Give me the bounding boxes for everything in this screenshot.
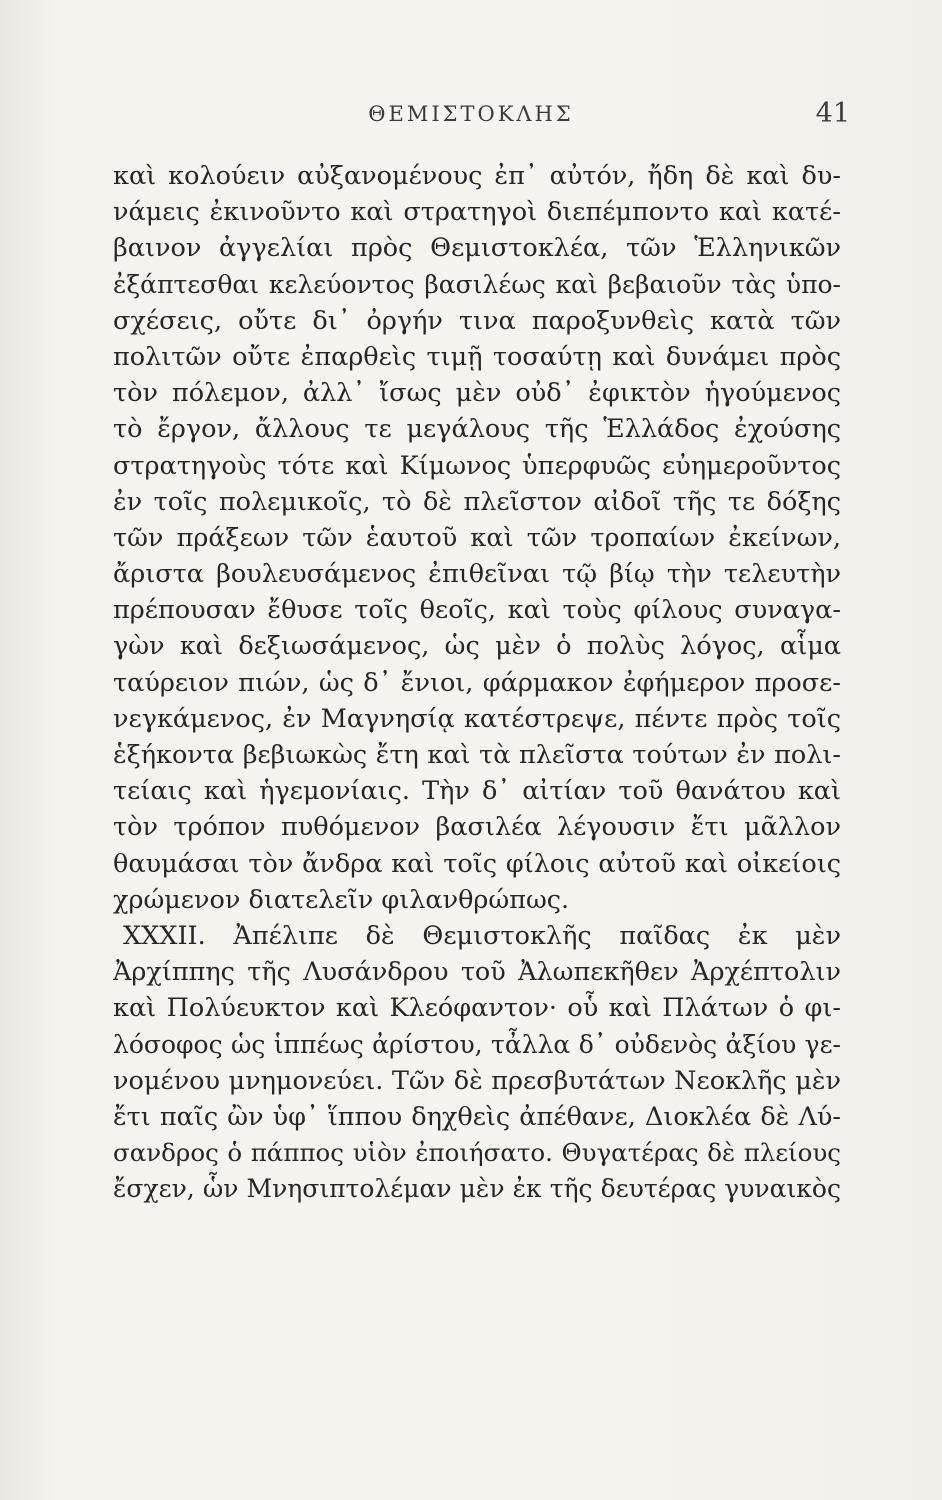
text-line: ἄριστα βουλευσάμενος ἐπιθεῖναι τῷ βίῳ τὴν τελευτὴν: [113, 559, 841, 590]
text-line: νομένου μνημονεύει. Τῶν δὲ πρεσβυτάτων Νεοκλῆς μὲν: [113, 1065, 841, 1096]
text-line: τὸν τρόπον πυθόμενον βασιλέα λέγουσιν ἔτι μᾶλλον: [113, 812, 841, 843]
text-line: καὶ κολούειν αὐξανομένους ἐπ᾿ αὐτόν, ἤδη δὲ καὶ δυ-: [113, 161, 841, 191]
text-line: χρώμενον διατελεῖν φιλανθρώπως.: [113, 884, 570, 915]
text-line: γὼν καὶ δεξιωσάμενος, ὡς μὲν ὁ πολὺς λόγος, αἷμα: [113, 631, 841, 662]
body-text: [113, 158, 841, 1207]
text-line: νεγκάμενος, ἐν Μαγνησίᾳ κατέστρεψε, πέντε πρὸς τοῖς: [113, 703, 841, 734]
text-line: καὶ Πολύευκτον καὶ Κλεόφαντον· οὗ καὶ Πλάτων ὁ φι-: [113, 993, 841, 1024]
text-line: πρέπουσαν ἔθυσε τοῖς θεοῖς, καὶ τοὺς φίλους συναγα-: [113, 595, 841, 626]
text-line: ταύρειον πιών, ὡς δ᾿ ἔνιοι, φάρμακον ἐφήμερον προσε-: [113, 667, 841, 698]
text-line: στρατηγοὺς τότε καὶ Κίμωνος ὑπερφυῶς εὐημεροῦντος: [113, 450, 841, 481]
text-line: τῶν πράξεων τῶν ἑαυτοῦ καὶ τῶν τροπαίων ἐκείνων,: [113, 522, 841, 553]
page-number: 41: [815, 98, 850, 129]
text-line: θαυμάσαι τὸν ἄνδρα καὶ τοῖς φίλοις αὐτοῦ καὶ οἰκείοις: [113, 848, 841, 879]
text-line: βαινον ἀγγελίαι πρὸς Θεμιστοκλέα, τῶν Ἑλληνικῶν: [113, 233, 841, 264]
text-line: σανδρος ὁ πάππος υἱὸν ἐποιήσατο. Θυγατέρας δὲ πλείους: [113, 1138, 841, 1168]
text-line: ἔσχεν, ὧν Μνησιπτολέμαν μὲν ἐκ τῆς δευτέρας γυναικὸς: [113, 1174, 841, 1204]
section-start-line: XXXII. Ἀπέλιπε δὲ Θεμιστοκλῆς παῖδας ἐκ μὲν: [123, 920, 841, 951]
text-line: Ἀρχίππης τῆς Λυσάνδρου τοῦ Ἀλωπεκῆθεν Ἀρχέπτολιν: [113, 957, 841, 988]
text-line: ἑξήκοντα βεβιωκὼς ἔτη καὶ τὰ πλεῖστα τούτων ἐν πολι-: [113, 740, 841, 770]
text-line: τὸ ἔργον, ἄλλους τε μεγάλους τῆς Ἑλλάδος ἐχούσης: [113, 414, 841, 445]
text-line: ἔτι παῖς ὢν ὑφ᾿ ἵππου δηχθεὶς ἀπέθανε, Διοκλέα δὲ Λύ-: [113, 1101, 841, 1132]
text-line: τείαις καὶ ἡγεμονίαις. Τὴν δ᾿ αἰτίαν τοῦ θανάτου καὶ: [113, 776, 841, 807]
text-line: τὸν πόλεμον, ἀλλ᾿ ἴσως μὲν οὐδ᾿ ἐφικτὸν ἡγούμενος: [113, 378, 841, 409]
text-line: ἐξάπτεσθαι κελεύοντος βασιλέως καὶ βεβαιοῦν τὰς ὑπο-: [113, 269, 841, 299]
running-head-title: ΘΕΜΙΣΤΟΚΛΗΣ: [368, 102, 574, 126]
text-line: πολιτῶν οὔτε ἐπαρθεὶς τιμῇ τοσαύτῃ καὶ δυνάμει πρὸς: [113, 341, 841, 372]
text-line: λόσοφος ὡς ἱππέως ἀρίστου, τἆλλα δ᾿ οὐδενὸς ἀξίου γε-: [113, 1029, 841, 1059]
text-line: σχέσεις, οὔτε δι᾿ ὀργήν τινα παροξυνθεὶς κατὰ τῶν: [113, 305, 841, 336]
text-line: νάμεις ἐκινοῦντο καὶ στρατηγοὶ διεπέμποντο καὶ κατέ-: [113, 197, 841, 228]
text-line: ἐν τοῖς πολεμικοῖς, τὸ δὲ πλεῖστον αἰδοῖ τῆς τε δόξης: [113, 486, 841, 517]
running-head: [0, 98, 942, 138]
